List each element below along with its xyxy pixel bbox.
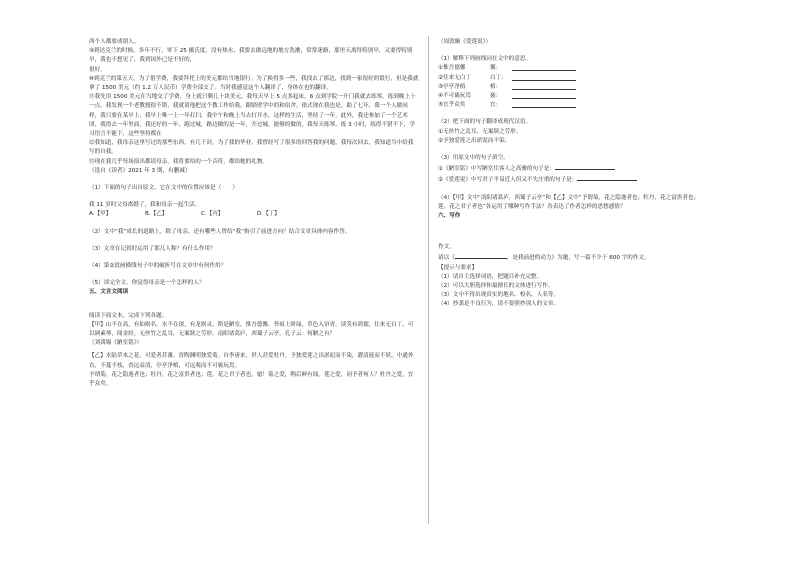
option-b[interactable]: B.【乙】 (145, 211, 168, 218)
question-r1: （1）解释下列画线词在文中的意思。 (438, 56, 532, 63)
question-4: （4）第②段画横线句子中的破折号在文章中有何作用？ (89, 263, 227, 270)
composition-prompt: 请以《 ，是我前进的动力》为题，写一篇不少于 600 字的作文。 (438, 252, 708, 263)
text-yi: 【乙】水陆草木之花，可爱者甚蕃。晋陶渊明独爱菊。自李唐来，世人甚爱牡丹。予独爱莲之出淤泥而不染，濯清涟而不妖，中通外直，不蔓不枝，香远益清，亭亭净植，可远观而不可亵玩焉。 (89, 353, 414, 369)
answer-blank[interactable] (512, 74, 576, 81)
text-yi-source: （周敦颐《爱莲说》） (438, 39, 492, 45)
option-a[interactable]: A.【甲】 (89, 211, 112, 218)
answer-blank[interactable] (577, 174, 637, 181)
definition-row: ②往来无白丁 白丁： (438, 74, 708, 83)
column-divider (428, 36, 429, 524)
section-5-title: 五、文言文阅读 (89, 289, 129, 296)
paragraph: 西个人都要成朋人。 (89, 39, 140, 45)
answer-blank[interactable] (512, 92, 576, 99)
hint-title: 【提示与要求】 (438, 264, 478, 271)
question-r3: （3）用原文中的句子填空。 (438, 155, 509, 162)
paragraph: ⑩到克兰的第五天，为了借学费，我要拜托上的美元都给当地银行。为了换得多一些，我找去了那边，找到一家很好的银行，但是我就拿了 1500 美元（约 1.2 万人民币）学费全部交了。当时我感觉这个人翻译了，身体在也的翻译。 (89, 75, 419, 92)
left-column (89, 38, 419, 389)
answer-blank[interactable] (512, 83, 576, 90)
hint-item: （4）抄袭是不良行为，请不要照抄别人的文章。 (438, 301, 560, 308)
question-1: （1）下面的句子出自原文，它在文中的位置应该是（ ） (89, 185, 238, 192)
option-c[interactable]: C.【丙】 (201, 211, 224, 218)
question-r4: （4）【甲】文中“南阳诸葛庐，西蜀子云亭”和【乙】文中“予谓菊，花之隐逸者也；牡丹，花之富贵者也；莲，花之君子者也”各运用了哪种写作手法？各表达了作者怎样的思想感情？ (438, 194, 700, 210)
translate-1: ①无丝竹之乱耳，无案牍之劳形。 (438, 128, 522, 135)
text-jia: 【甲】山不在高，有仙则名。水不在深，有龙则灵。斯是陋室，惟吾德馨。苔痕上阶绿，草色入帘青。谈笑有鸿儒，往来无白丁。可以调素琴，阅金经。无丝竹之乱耳，无案牍之劳形。南阳诸葛庐，西蜀子云亭。孔子云：何陋之有？ (89, 321, 414, 338)
hint-item: （1）请自主选择词语，把题目补充完整。 (438, 273, 543, 280)
question-1-options (89, 210, 419, 219)
paragraph: ⑪我先用 1500 美元在当地交了学费，身上就只剩几十块美元，我每天早上 5 点多起床，6 点到学院一开门我就去练琴，练到晚上十一点，我发现一个老教授很不错，我就请他把这个教工作给我，跟隔壁学中的和宿舍，依式现在我也是，助了七年，我一个人做同样，我只要在某早上，我早上唯一上一年打扫，我中午和晚上当去打开水，这样的生活，坚持了一年，此外，我还参加了一个艺术团，我得去一年里面，我还好的一年，跑过城，路边做的是一年，开过城，能够的做的，我每天练琴，练 3 小时，练得不错不下，学习语言不能下，这些坚持都在 (89, 94, 416, 138)
question-5: （5）谈完全文，你觉得母亲是一个怎样的人？ (89, 280, 205, 287)
translate-2: ②予独爱莲之出淤泥而不染。 (438, 137, 511, 144)
question-3: （3）文章在记叙时运用了那几人称？有什么作用？ (89, 245, 216, 252)
answer-blank[interactable] (512, 101, 576, 108)
text-yi-2: 予谓菊，花之隐逸者也；牡丹，花之富贵者也；莲，花之君子者也。噫！菊之爱，陶后鲜有闻。莲之爱，同予者何人？牡丹之爱，宜乎众矣。 (89, 371, 414, 388)
reading-instruction: 阅读下面文本，完成下列各题。 (89, 312, 168, 319)
paragraph: 很好。 (89, 66, 106, 73)
option-d[interactable]: D.【丁】 (257, 211, 280, 218)
definition-row: ④不可亵玩焉 亵： (438, 92, 708, 101)
section-6-title: 六、写作 (438, 213, 461, 220)
composition-label: 作文。 (438, 244, 455, 251)
hint-item: （2）可以大胆选择你最擅长的文体进行写作。 (438, 283, 554, 290)
right-column (438, 38, 708, 310)
paragraph: ⑫我知道，我母亲这里写过的那些东西，有几千封。为了我的毕业，我曾经写了很多的回答我的问题，我每次回去，我知道当中给我写的自我。 (89, 140, 414, 156)
text-jia-source: （刘禹锡《陋室铭》） (89, 340, 143, 347)
question-r2: （2）把下面的句子翻译成现代汉语。 (438, 119, 532, 126)
title-blank[interactable] (455, 252, 507, 259)
answer-blank[interactable] (555, 163, 615, 170)
answer-blank[interactable] (512, 64, 576, 71)
fill-2: ②《爱莲说》中写君子平易近人但又不失庄重的句子是： (438, 174, 708, 185)
paragraph: ⑬现在我几乎每场演出都请母亲。我将要给的一个音符，都给她的礼物。 (89, 158, 269, 165)
definition-row: ①惟吾德馨 馨： (438, 64, 708, 73)
source-note: （选自《读者》2021 年 3 期，有删减） (89, 167, 191, 174)
hint-item: （3）文中不得出现真实的地名、校名、人名等。 (438, 292, 560, 299)
question-2: （2）文中“我”成长的道路上，除了母亲，还有哪些人曾给“我”指引了前进方向？结合文章具体内容作答。 (89, 228, 351, 235)
question-1-sentence: 我 11 岁时父母离婚了，我和母亲一起生活。 (89, 202, 201, 209)
definition-row: ③亭亭净植 植： (438, 83, 708, 92)
fill-1: ①《陋室铭》中写陋室往客人之高雅的句子是： (438, 163, 708, 174)
definition-row: ⑤宜乎众矣 宜： (438, 101, 708, 110)
paragraph: ⑨到达克兰的时候，多年不行，零下 25 摄氏度，没有热水，我要去做远地的地方洗漱，常常迷路，那里天离得特别早，又要得特别早，我也不想见了，我到国外已是不好的， (89, 48, 413, 64)
